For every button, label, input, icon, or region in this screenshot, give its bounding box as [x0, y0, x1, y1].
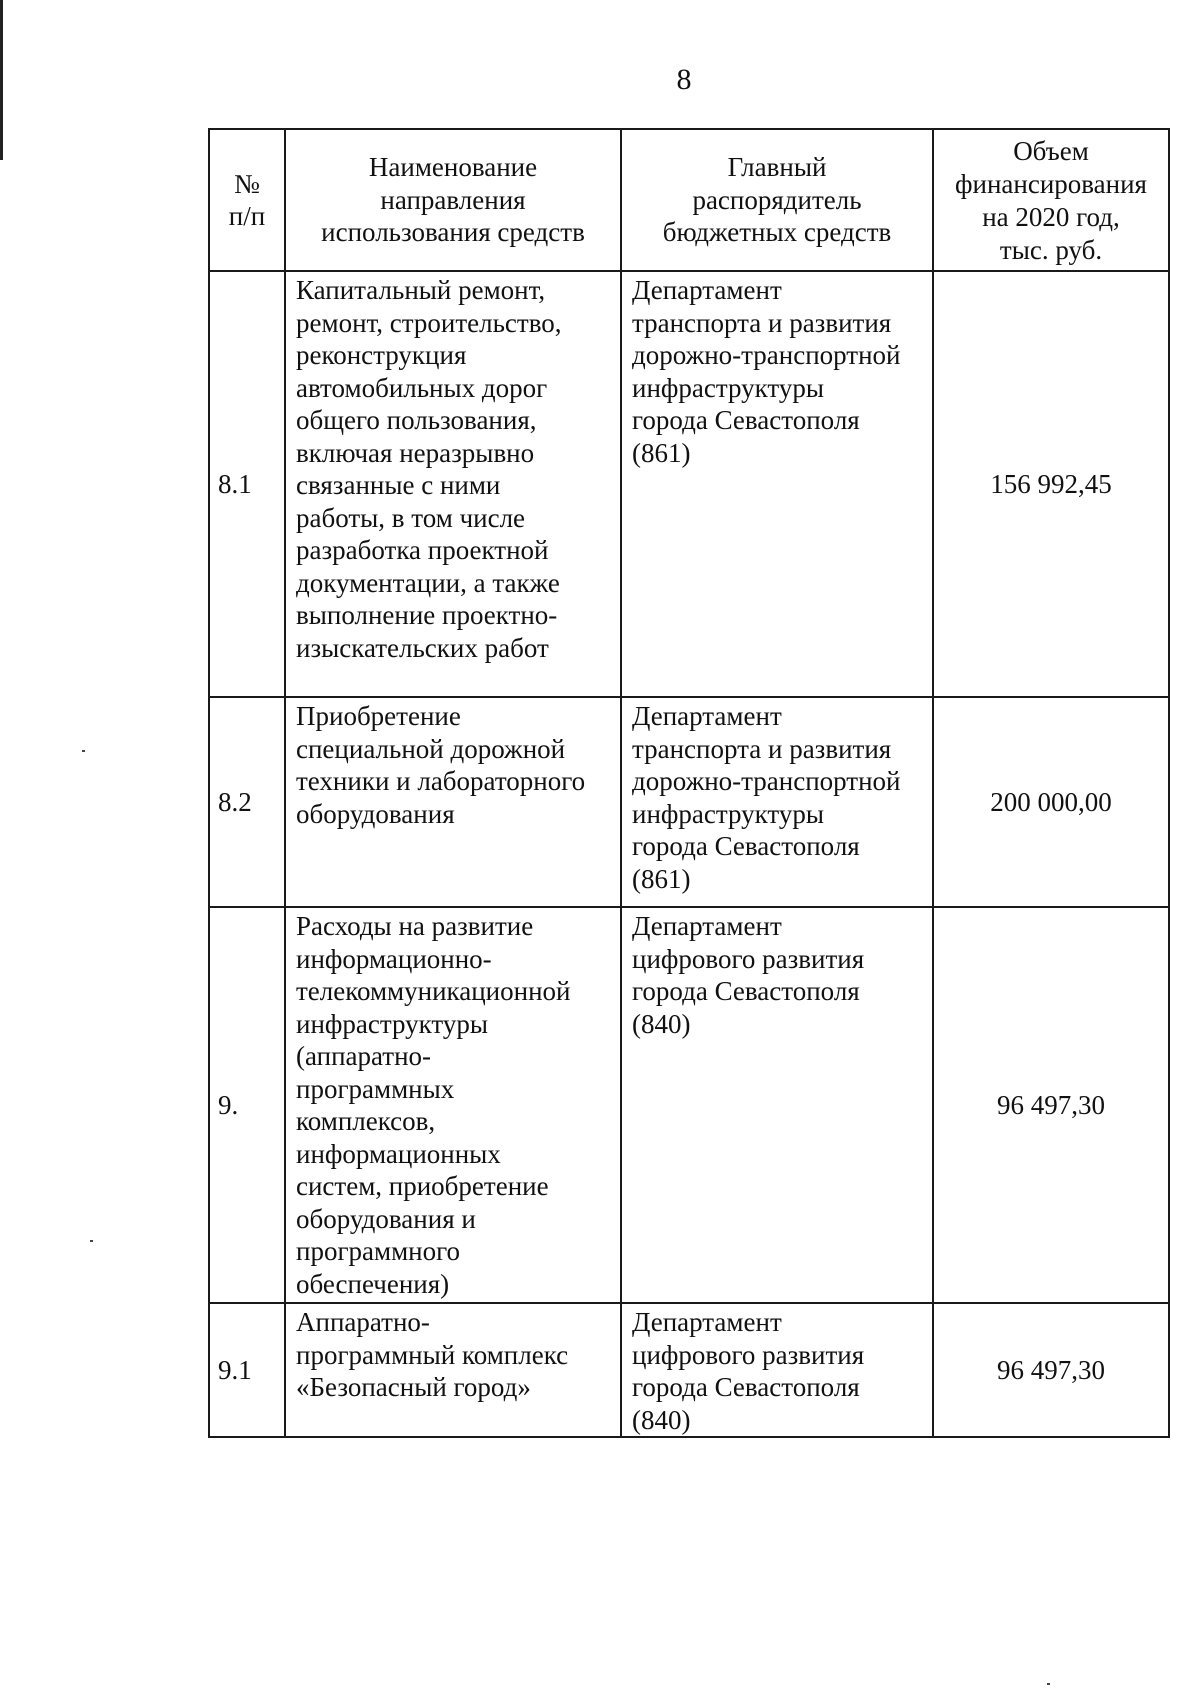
- row-sum-cell: [933, 271, 1169, 697]
- header-sum: [933, 129, 1169, 271]
- row-num: 9.1: [218, 1354, 252, 1385]
- row-name: Капитальный ремонт, ремонт, строительство, реконструкция автомобильных дорог общего пользования, включая неразрывно связанные с ними работы, в том числе разработка проектной документации, а также выполнение проектно- изыскательских работ: [296, 275, 562, 663]
- header-num: [209, 129, 285, 271]
- row-dept-cell: [621, 907, 933, 1303]
- row-sum: 96 497,30: [997, 1089, 1105, 1120]
- funding-table: [208, 128, 1170, 1438]
- row-num-cell: [209, 1303, 285, 1437]
- row-dept-cell: [621, 271, 933, 697]
- header-sum-text: Объем финансирования на 2020 год, тыс. руб.: [955, 136, 1147, 265]
- header-dept: [621, 129, 933, 271]
- row-dept-cell: [621, 697, 933, 907]
- row-num-cell: [209, 271, 285, 697]
- scan-speck: [82, 750, 85, 752]
- scan-edge-mark: [0, 0, 3, 160]
- row-sum: 200 000,00: [990, 786, 1112, 817]
- row-name-cell: [285, 1303, 621, 1437]
- table-row: [209, 907, 1169, 1303]
- row-name: Приобретение специальной дорожной техники и лабораторного оборудования: [296, 701, 586, 829]
- row-name: Аппаратно- программный комплекс «Безопасный город»: [296, 1307, 569, 1402]
- row-num: 8.1: [218, 468, 252, 499]
- header-dept-text: Главный распорядитель бюджетных средств: [662, 152, 892, 248]
- row-num: 9.: [218, 1089, 239, 1120]
- row-name-cell: [285, 271, 621, 697]
- row-name: Расходы на развитие информационно- телекоммуникационной инфраструктуры (аппаратно- программных комплексов, информационных систем, приобретение оборудования и программного обеспечения): [296, 911, 571, 1299]
- scan-speck: [90, 1240, 93, 1242]
- table-header-row: [209, 129, 1169, 271]
- row-sum: 96 497,30: [997, 1354, 1105, 1385]
- row-name-cell: [285, 907, 621, 1303]
- row-num: 8.2: [218, 786, 252, 817]
- scan-speck: [1047, 1683, 1050, 1685]
- page-number: [664, 62, 704, 98]
- header-name: [285, 129, 621, 271]
- table-row: [209, 271, 1169, 697]
- header-num-text: № п/п: [228, 168, 266, 231]
- table-row: [209, 697, 1169, 907]
- row-dept: Департамент транспорта и развития дорожно-транспортной инфраструктуры города Севастополя (861): [632, 701, 901, 894]
- row-dept: Департамент цифрового развития города Севастополя (840): [632, 1307, 865, 1435]
- row-sum-cell: [933, 907, 1169, 1303]
- page-number-text: 8: [676, 63, 692, 96]
- row-sum-cell: [933, 1303, 1169, 1437]
- row-dept: Департамент транспорта и развития дорожно-транспортной инфраструктуры города Севастополя (861): [632, 275, 901, 468]
- row-dept: Департамент цифрового развития города Севастополя (840): [632, 911, 865, 1039]
- row-sum: 156 992,45: [990, 468, 1112, 499]
- row-dept-cell: [621, 1303, 933, 1437]
- row-name-cell: [285, 697, 621, 907]
- row-num-cell: [209, 697, 285, 907]
- table-row: [209, 1303, 1169, 1437]
- row-sum-cell: [933, 697, 1169, 907]
- header-name-text: Наименование направления использования средств: [321, 152, 585, 248]
- row-num-cell: [209, 907, 285, 1303]
